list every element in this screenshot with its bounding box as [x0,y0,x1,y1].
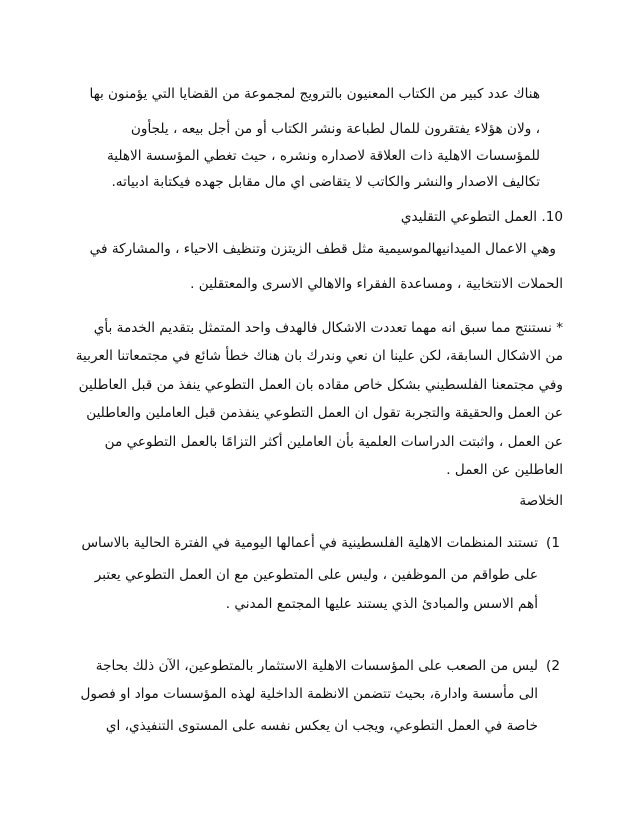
intro-line-4: تكاليف الاصدار والنشر والكاتب لا يتقاضى اي مال مقابل جهده فيكتابة ادبياته. [111,174,540,190]
conclusion-line-6: العاطلين عن العمل . [446,462,563,478]
conclusion-line-2: من الاشكال السابقة، لكن علينا ان نعي وندرك بان هناك خطأ شائع في مجتمعاتنا العربية [75,348,563,364]
summary-item-1-line-3: أهم الاسس والمبادئ الذي يستند عليها المجتمع المدني . [225,596,538,612]
field-line-1: وهي الاعمال الميدانيهالموسيمية مثل قطف الزيتزن وتنظيف الاحياء ، والمشاركة في [89,241,556,257]
conclusion-line-1: * نستنتج مما سبق انه مهما تعددت الاشكال فالهدف واحد المتمثل بتقديم الخدمة بأي [93,320,563,336]
field-line-2: الحملات الانتخابية ، ومساعدة الفقراء والاهالي الاسرى والمعتقلين . [190,276,563,292]
summary-heading: الخلاصة [519,493,563,509]
intro-line-3: للمؤسسات الاهلية ذات العلاقة لاصداره ونشره ، حيث تغطي المؤسسة الاهلية [106,148,540,164]
summary-item-2-line-3: خاصة في العمل التطوعي، ويجب ان يعكس نفسه على المستوى التنفيذي، اي [105,718,538,734]
intro-line-2: ، ولان هؤلاء يفتقرون للمال لطباعة ونشر الكتاب أو من أجل بيعه ، يلجأون [130,121,540,137]
summary-item-1-line-1: تستند المنظمات الاهلية الفلسطينية في أعمالها اليومية في الفترة الحالية بالاساس [81,535,538,551]
summary-item-1-line-2: على طواقم من الموظفين ، وليس على المتطوعين مع ان العمل التطوعي يعتبر [94,567,538,583]
summary-item-2-number: 2) [546,658,560,674]
section-10-title: العمل التطوعي التقليدي [400,209,538,225]
summary-item-2-line-1: ليس من الصعب على المؤسسات الاهلية الاستثمار بالمتطوعين، الآن ذلك بحاجة [95,658,538,674]
conclusion-line-3: وفي مجتمعنا الفلسطيني بشكل خاص مقاده بان العمل التطوعي ينفذ من قبل العاطلين [78,377,563,393]
conclusion-line-5: عن العمل ، واثبتت الدراسات العلمية بأن العاملين أكثر التزامًا بالعمل التطوعي من [104,434,563,450]
section-10-number: 10. [541,209,563,225]
conclusion-line-4: عن العمل والحقيقة والتجربة تقول ان العمل التطوعي ينفذمن قبل العاملين والعاطلين [86,405,563,421]
summary-item-2-line-2: الى مأسسة وادارة، بحيث تتضمن الانظمة الداخلية لهذه المؤسسات مواد او فصول [80,686,538,702]
intro-line-1: هناك عدد كبير من الكتاب المعنيون بالترويج لمجموعة من القضايا التي يؤمنون بها [89,86,540,102]
summary-item-1-number: 1) [546,535,560,551]
section-10-heading [401,207,563,227]
